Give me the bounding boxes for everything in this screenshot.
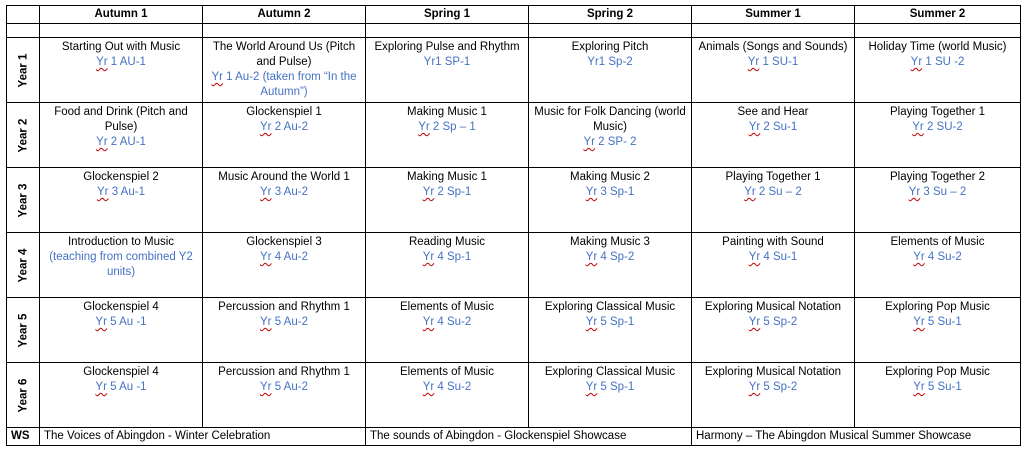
blank-cell xyxy=(366,24,529,38)
unit-code xyxy=(858,120,1017,135)
unit-code-prefix: Yr xyxy=(260,121,272,133)
unit-code-prefix: Yr xyxy=(744,186,756,198)
unit-title: Animals (Songs and Sounds) xyxy=(698,41,848,53)
unit-title: Starting Out with Music xyxy=(61,41,181,53)
unit-cell xyxy=(203,168,366,233)
unit-title: Making Music 1 xyxy=(407,106,487,118)
unit-code xyxy=(858,250,1017,265)
unit-cell xyxy=(40,103,203,168)
unit-title: Glockenspiel 1 xyxy=(246,106,322,118)
unit-cell xyxy=(855,168,1021,233)
unit-code-prefix: Yr xyxy=(747,56,760,68)
blank-cell xyxy=(692,24,855,38)
blank-cell xyxy=(529,24,692,38)
unit-title: Playing Together 1 xyxy=(725,171,821,183)
blank-row xyxy=(7,24,1021,38)
unit-cell xyxy=(529,168,692,233)
unit-code-text: 4 Sp-2 xyxy=(597,251,635,263)
unit-title: Playing Together 1 xyxy=(889,106,986,118)
unit-title: Food and Drink (Pitch and Pulse) xyxy=(54,106,188,133)
unit-code xyxy=(532,380,688,395)
unit-code-text: 5 Au -1 xyxy=(106,381,147,393)
header-summer-2: Summer 2 xyxy=(855,6,1021,24)
ws-row xyxy=(7,428,1021,446)
unit-code-prefix: Yr xyxy=(910,56,923,68)
unit-code xyxy=(858,315,1017,330)
unit-code-text: 3 Su – 2 xyxy=(920,186,967,198)
unit-title: Introduction to Music xyxy=(67,236,175,248)
unit-cell xyxy=(692,363,855,428)
unit-title: Painting with Sound xyxy=(722,236,824,248)
unit-code xyxy=(695,250,851,265)
header-spring-1: Spring 1 xyxy=(366,6,529,24)
year-row xyxy=(7,103,1021,168)
unit-code-prefix: Yr xyxy=(913,251,925,263)
unit-code-text: Yr1 SP-1 xyxy=(423,56,471,68)
unit-code-text: 2 SP- 2 xyxy=(594,136,637,148)
header-autumn-1: Autumn 1 xyxy=(40,6,203,24)
unit-code-text: 4 Au-2 xyxy=(271,251,308,263)
unit-title: Music for Folk Dancing (world Music) xyxy=(534,106,686,133)
unit-code xyxy=(532,185,688,200)
unit-code xyxy=(206,120,362,135)
header-autumn-2: Autumn 2 xyxy=(203,6,366,24)
unit-code-text: 5 Su-1 xyxy=(924,381,962,393)
unit-code-text: 4 Su-2 xyxy=(434,381,472,393)
blank-cell xyxy=(203,24,366,38)
unit-title: Glockenspiel 4 xyxy=(83,366,159,378)
unit-code-prefix: Yr xyxy=(748,381,761,393)
unit-cell xyxy=(529,103,692,168)
year-row xyxy=(7,168,1021,233)
unit-code xyxy=(532,55,688,70)
header-spring-2: Spring 2 xyxy=(529,6,692,24)
unit-code-text: 1 Au-2 (taken from “In the Autumn”) xyxy=(222,71,357,98)
unit-cell xyxy=(692,233,855,298)
curriculum-table xyxy=(6,5,1021,446)
unit-code xyxy=(369,380,525,395)
unit-title: Making Music 3 xyxy=(570,236,650,248)
unit-code-prefix: Yr xyxy=(583,136,595,148)
unit-cell xyxy=(203,38,366,103)
unit-code xyxy=(206,250,362,265)
unit-code-prefix: Yr xyxy=(422,251,435,263)
unit-cell xyxy=(529,363,692,428)
unit-cell xyxy=(366,103,529,168)
unit-code xyxy=(532,135,688,150)
unit-code-text: 5 Au -1 xyxy=(106,316,147,328)
unit-cell xyxy=(855,38,1021,103)
unit-cell xyxy=(40,38,203,103)
unit-cell xyxy=(203,103,366,168)
unit-title: The World Around Us (Pitch and Pulse) xyxy=(212,41,356,68)
year-row xyxy=(7,298,1021,363)
unit-code xyxy=(369,315,525,330)
unit-cell xyxy=(366,298,529,363)
unit-code-prefix: Yr xyxy=(418,121,430,133)
unit-code-text: 2 Sp – 1 xyxy=(429,121,476,133)
unit-code xyxy=(369,250,525,265)
unit-code-text: 5 Au-2 xyxy=(271,381,308,393)
unit-cell xyxy=(692,298,855,363)
unit-code-text: 4 Su-2 xyxy=(434,316,472,328)
unit-code-prefix: Yr xyxy=(908,186,921,198)
unit-code xyxy=(858,55,1017,70)
year-row xyxy=(7,38,1021,103)
unit-code xyxy=(369,185,525,200)
unit-cell xyxy=(366,168,529,233)
unit-code xyxy=(43,380,199,395)
unit-code xyxy=(206,315,362,330)
year-label: Year 2 xyxy=(17,118,30,152)
unit-code-prefix: Yr xyxy=(260,186,272,198)
unit-code-text: 2 Su-1 xyxy=(760,121,798,133)
unit-code-prefix: Yr xyxy=(913,381,925,393)
unit-code-prefix: Yr xyxy=(211,71,223,83)
unit-code xyxy=(43,315,199,330)
unit-title: See and Hear xyxy=(737,106,809,118)
unit-cell xyxy=(366,233,529,298)
unit-code-prefix: Yr xyxy=(95,381,107,393)
unit-title: Playing Together 2 xyxy=(889,171,986,183)
unit-title: Exploring Musical Notation xyxy=(704,301,842,313)
year-row xyxy=(7,363,1021,428)
unit-cell xyxy=(40,168,203,233)
unit-code-text: 1 SU-1 xyxy=(759,56,799,68)
year-label-cell xyxy=(7,38,40,103)
year-label: Year 6 xyxy=(17,378,30,412)
header-summer-1: Summer 1 xyxy=(692,6,855,24)
year-label-cell xyxy=(7,298,40,363)
unit-code-prefix: Yr xyxy=(748,251,761,263)
unit-code-prefix: Yr xyxy=(585,186,598,198)
unit-cell xyxy=(692,103,855,168)
year-label-cell xyxy=(7,103,40,168)
blank-cell xyxy=(855,24,1021,38)
unit-code-text: 3 Sp-1 xyxy=(597,186,635,198)
unit-code-text: (teaching from combined Y2 units) xyxy=(49,251,193,278)
unit-code-prefix: Yr xyxy=(585,381,598,393)
unit-code-text: 5 Sp-2 xyxy=(760,381,798,393)
unit-code xyxy=(206,70,362,100)
unit-code-text: 3 Au-2 xyxy=(271,186,308,198)
year-row xyxy=(7,233,1021,298)
unit-title: Exploring Classical Music xyxy=(544,301,676,313)
unit-code-text: 2 Au-2 xyxy=(271,121,308,133)
unit-code xyxy=(206,380,362,395)
unit-cell xyxy=(203,233,366,298)
unit-code-text: 5 Au-2 xyxy=(271,316,308,328)
unit-cell xyxy=(855,298,1021,363)
unit-code-prefix: Yr xyxy=(748,316,761,328)
year-label-cell xyxy=(7,168,40,233)
ws-label: WS xyxy=(7,428,40,446)
unit-title: Glockenspiel 3 xyxy=(246,236,322,248)
unit-title: Elements of Music xyxy=(890,236,985,248)
unit-title: Holiday Time (world Music) xyxy=(868,41,1007,53)
unit-code-prefix: Yr xyxy=(96,136,108,148)
unit-cell xyxy=(529,233,692,298)
unit-cell xyxy=(855,363,1021,428)
unit-code xyxy=(369,55,525,70)
unit-code-text: 5 Sp-1 xyxy=(597,316,635,328)
unit-cell xyxy=(529,298,692,363)
unit-title: Percussion and Rhythm 1 xyxy=(218,366,350,378)
unit-code-text: 4 Sp-1 xyxy=(434,251,472,263)
unit-code-prefix: Yr xyxy=(912,121,924,133)
unit-code-prefix: Yr xyxy=(748,121,761,133)
unit-code-text: 4 Su-1 xyxy=(760,251,798,263)
unit-code xyxy=(369,120,525,135)
unit-code-text: 5 Sp-1 xyxy=(597,381,635,393)
unit-code-text: 5 Sp-2 xyxy=(760,316,798,328)
unit-code-text: 2 SU-2 xyxy=(923,121,963,133)
unit-code-prefix: Yr xyxy=(422,186,435,198)
unit-code-text: 2 Sp-1 xyxy=(434,186,472,198)
blank-cell xyxy=(40,24,203,38)
unit-title: Glockenspiel 2 xyxy=(83,171,159,183)
unit-title: Exploring Pulse and Rhythm xyxy=(374,41,520,53)
unit-code xyxy=(858,380,1017,395)
unit-code xyxy=(43,250,199,280)
unit-title: Exploring Classical Music xyxy=(544,366,676,378)
unit-cell xyxy=(366,363,529,428)
year-label: Year 3 xyxy=(17,183,30,217)
ws-summer: Harmony – The Abingdon Musical Summer Showcase xyxy=(692,428,1021,446)
unit-title: Elements of Music xyxy=(400,301,494,313)
year-label-cell xyxy=(7,363,40,428)
unit-code xyxy=(43,135,199,150)
year-label: Year 5 xyxy=(17,313,30,347)
unit-code xyxy=(695,120,851,135)
unit-cell xyxy=(203,363,366,428)
unit-code xyxy=(532,250,688,265)
unit-title: Elements of Music xyxy=(400,366,494,378)
unit-title: Music Around the World 1 xyxy=(218,171,350,183)
unit-cell xyxy=(692,168,855,233)
unit-code-prefix: Yr xyxy=(585,251,598,263)
unit-code xyxy=(532,315,688,330)
unit-code-prefix: Yr xyxy=(422,316,435,328)
year-label: Year 4 xyxy=(17,248,30,282)
unit-title: Making Music 1 xyxy=(407,171,487,183)
unit-cell xyxy=(366,38,529,103)
unit-title: Exploring Pitch xyxy=(571,41,649,53)
unit-code-text: 5 Su-1 xyxy=(924,316,962,328)
unit-code xyxy=(43,55,199,70)
unit-code-prefix: Yr xyxy=(260,316,272,328)
year-label: Year 1 xyxy=(17,53,30,87)
unit-cell xyxy=(40,233,203,298)
unit-code-prefix: Yr xyxy=(96,56,108,68)
unit-code-text: 3 Au-1 xyxy=(108,186,145,198)
unit-title: Exploring Musical Notation xyxy=(704,366,842,378)
unit-cell xyxy=(529,38,692,103)
unit-cell xyxy=(855,103,1021,168)
unit-cell xyxy=(40,298,203,363)
unit-title: Exploring Pop Music xyxy=(885,366,990,378)
unit-code-prefix: Yr xyxy=(97,186,109,198)
unit-code-text: Yr1 Sp-2 xyxy=(587,56,633,68)
header-row xyxy=(7,6,1021,24)
unit-cell xyxy=(692,38,855,103)
header-corner xyxy=(7,6,40,24)
unit-title: Reading Music xyxy=(408,236,486,248)
ws-spring: The sounds of Abingdon - Glockenspiel Showcase xyxy=(366,428,692,446)
unit-code xyxy=(695,380,851,395)
unit-code-prefix: Yr xyxy=(913,316,925,328)
unit-code xyxy=(695,315,851,330)
unit-code-prefix: Yr xyxy=(260,381,272,393)
unit-cell xyxy=(40,363,203,428)
blank-cell xyxy=(7,24,40,38)
unit-code xyxy=(695,185,851,200)
unit-code xyxy=(43,185,199,200)
unit-code-text: 4 Su-2 xyxy=(924,251,962,263)
unit-code-prefix: Yr xyxy=(260,251,272,263)
unit-code xyxy=(206,185,362,200)
ws-autumn: The Voices of Abingdon - Winter Celebration xyxy=(40,428,366,446)
unit-code xyxy=(858,185,1017,200)
unit-cell xyxy=(855,233,1021,298)
unit-code-text: 1 AU-1 xyxy=(107,56,146,68)
year-label-cell xyxy=(7,233,40,298)
unit-code-prefix: Yr xyxy=(422,381,435,393)
unit-code-prefix: Yr xyxy=(585,316,598,328)
unit-title: Glockenspiel 4 xyxy=(83,301,159,313)
unit-title: Exploring Pop Music xyxy=(885,301,990,313)
unit-cell xyxy=(203,298,366,363)
unit-code xyxy=(695,55,851,70)
unit-title: Making Music 2 xyxy=(570,171,650,183)
unit-code-prefix: Yr xyxy=(95,316,107,328)
unit-code-text: 2 Su – 2 xyxy=(755,186,802,198)
unit-code-text: 1 SU -2 xyxy=(922,56,965,68)
unit-code-text: 2 AU-1 xyxy=(107,136,146,148)
unit-title: Percussion and Rhythm 1 xyxy=(218,301,350,313)
